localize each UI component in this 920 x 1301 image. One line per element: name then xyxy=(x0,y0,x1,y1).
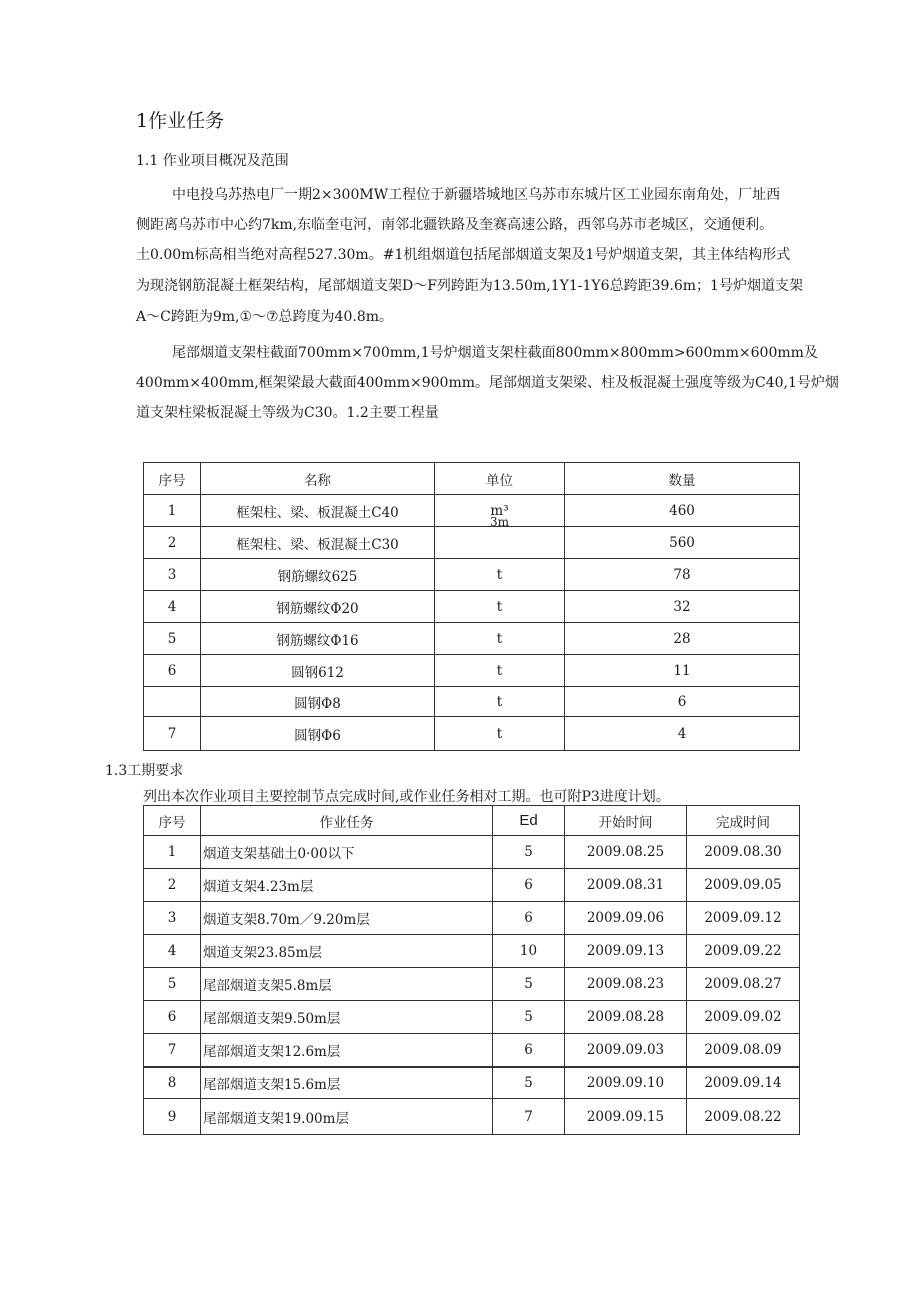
column-header: 序号 xyxy=(144,806,201,836)
item-unit xyxy=(435,527,565,559)
item-unit: t xyxy=(435,717,565,751)
table-row xyxy=(144,559,800,591)
end-date: 2009.09.05 xyxy=(687,869,800,902)
item-quantity: 32 xyxy=(565,591,800,623)
end-date: 2009.09.22 xyxy=(687,935,800,968)
item-quantity: 11 xyxy=(565,655,800,687)
start-date: 2009.09.06 xyxy=(565,902,687,935)
column-header: 单位 xyxy=(435,463,565,495)
item-quantity: 6 xyxy=(565,687,800,717)
table-header-row xyxy=(144,806,800,836)
start-date: 2009.08.23 xyxy=(565,968,687,1001)
task-duration: 6 xyxy=(493,869,565,902)
row-number: 5 xyxy=(144,623,201,655)
item-name: 钢筋螺纹Φ16 xyxy=(201,623,435,655)
task-duration: 5 xyxy=(493,1067,565,1099)
item-unit: t xyxy=(435,559,565,591)
row-number: 9 xyxy=(144,1099,201,1135)
schedule-note: 列出本次作业项目主要控制节点完成时间,或作业任务相对工期。也可附P3进度计划。 xyxy=(143,789,670,805)
schedule-table xyxy=(143,805,800,1135)
item-name: 钢筋螺纹Φ20 xyxy=(201,591,435,623)
table-header-row xyxy=(144,463,800,495)
item-quantity: 28 xyxy=(565,623,800,655)
table-row xyxy=(144,717,800,751)
column-header: 完成时间 xyxy=(687,806,800,836)
table-row xyxy=(144,655,800,687)
task-name: 烟道支架基础土0·00以下 xyxy=(201,836,493,869)
task-name: 尾部烟道支架5.8m层 xyxy=(201,968,493,1001)
column-header: 序号 xyxy=(144,463,201,495)
paragraph-line: 土0.00m标高相当绝对高程527.30m。#1机组烟道包括尾部烟道支架及1号炉烟道支架，其主体结构形式 xyxy=(136,247,791,263)
item-unit: t xyxy=(435,591,565,623)
table-row xyxy=(144,869,800,902)
item-unit: t xyxy=(435,687,565,717)
unit-text: m³ xyxy=(490,502,509,519)
item-name: 圆钢Φ8 xyxy=(201,687,435,717)
end-date: 2009.09.02 xyxy=(687,1001,800,1034)
start-date: 2009.08.25 xyxy=(565,836,687,869)
paragraph-line: 中电投乌苏热电厂一期2×300MW工程位于新疆塔城地区乌苏市东城片区工业园东南角处，厂址西 xyxy=(172,187,781,203)
table-row xyxy=(144,902,800,935)
column-header: Ed xyxy=(493,806,565,836)
row-number: 6 xyxy=(144,1001,201,1034)
table-row xyxy=(144,968,800,1001)
table-row xyxy=(144,1034,800,1067)
task-name: 烟道支架8.70m／9.20m层 xyxy=(201,902,493,935)
column-header: 开始时间 xyxy=(565,806,687,836)
table-row xyxy=(144,935,800,968)
table-row xyxy=(144,495,800,527)
start-date: 2009.08.31 xyxy=(565,869,687,902)
start-date: 2009.08.28 xyxy=(565,1001,687,1034)
row-number: 1 xyxy=(144,495,201,527)
end-date: 2009.08.22 xyxy=(687,1099,800,1135)
table-row xyxy=(144,1099,800,1135)
row-number: 8 xyxy=(144,1067,201,1099)
table-row xyxy=(144,836,800,869)
task-name: 尾部烟道支架9.50m层 xyxy=(201,1001,493,1034)
row-number: 4 xyxy=(144,935,201,968)
item-unit: t xyxy=(435,655,565,687)
start-date: 2009.09.13 xyxy=(565,935,687,968)
paragraph-line: 侧距离乌苏市中心约7km,东临奎屯河，南邻北疆铁路及奎赛高速公路，西邻乌苏市老城区，交通便利。 xyxy=(136,217,774,233)
item-quantity: 460 xyxy=(565,495,800,527)
paragraph-line: 为现浇钢筋混凝土框架结构，尾部烟道支架D～F列跨距为13.50m,1Y1-1Y6总跨距39.6m；1号炉烟道支架 xyxy=(136,278,803,294)
end-date: 2009.09.14 xyxy=(687,1067,800,1099)
row-number xyxy=(144,687,201,717)
column-header: 名称 xyxy=(201,463,435,495)
item-quantity: 560 xyxy=(565,527,800,559)
column-header: 数量 xyxy=(565,463,800,495)
end-date: 2009.08.30 xyxy=(687,836,800,869)
paragraph-line: A～C跨距为9m,①～⑦总跨度为40.8m。 xyxy=(136,309,394,325)
section-heading: 1作业任务 xyxy=(136,110,225,132)
item-name: 框架柱、梁、板混凝土C30 xyxy=(201,527,435,559)
task-duration: 7 xyxy=(493,1099,565,1135)
end-date: 2009.09.12 xyxy=(687,902,800,935)
row-number: 6 xyxy=(144,655,201,687)
end-date: 2009.08.27 xyxy=(687,968,800,1001)
task-duration: 6 xyxy=(493,1034,565,1067)
table-row xyxy=(144,623,800,655)
item-name: 钢筋螺纹625 xyxy=(201,559,435,591)
table-row xyxy=(144,527,800,559)
row-number: 1 xyxy=(144,836,201,869)
task-duration: 5 xyxy=(493,968,565,1001)
item-name: 圆钢Φ6 xyxy=(201,717,435,751)
end-date: 2009.08.09 xyxy=(687,1034,800,1067)
task-duration: 5 xyxy=(493,1001,565,1034)
start-date: 2009.09.15 xyxy=(565,1099,687,1135)
paragraph-line: 400mm×400mm,框架梁最大截面400mm×900mm。尾部烟道支架梁、柱及板混凝土强度等级为C40,1号炉烟 xyxy=(136,375,839,391)
row-number: 2 xyxy=(144,527,201,559)
row-number: 3 xyxy=(144,559,201,591)
item-name: 框架柱、梁、板混凝土C40 xyxy=(201,495,435,527)
task-name: 尾部烟道支架19.00m层 xyxy=(201,1099,493,1135)
item-quantity: 78 xyxy=(565,559,800,591)
task-name: 尾部烟道支架15.6m层 xyxy=(201,1067,493,1099)
row-number: 2 xyxy=(144,869,201,902)
row-number: 5 xyxy=(144,968,201,1001)
task-duration: 5 xyxy=(493,836,565,869)
start-date: 2009.09.03 xyxy=(565,1034,687,1067)
column-header: 作业任务 xyxy=(201,806,493,836)
item-quantity: 4 xyxy=(565,717,800,751)
table-row xyxy=(144,591,800,623)
start-date: 2009.09.10 xyxy=(565,1067,687,1099)
subsection-heading: 1.1 作业项目概况及范围 xyxy=(136,153,289,169)
task-name: 烟道支架23.85m层 xyxy=(201,935,493,968)
table-row xyxy=(144,687,800,717)
unit-overflow: 3m xyxy=(489,515,509,527)
paragraph-line: 道支架柱梁板混凝土等级为C30。1.2主要工程量 xyxy=(136,405,439,421)
item-name: 圆钢612 xyxy=(201,655,435,687)
task-name: 烟道支架4.23m层 xyxy=(201,869,493,902)
paragraph-line: 尾部烟道支架柱截面700mm×700mm,1号炉烟道支架柱截面800mm×800mm>600mm×600mm及 xyxy=(172,345,818,361)
task-name: 尾部烟道支架12.6m层 xyxy=(201,1034,493,1067)
table-row xyxy=(144,1067,800,1099)
task-duration: 10 xyxy=(493,935,565,968)
row-number: 4 xyxy=(144,591,201,623)
row-number: 3 xyxy=(144,902,201,935)
task-duration: 6 xyxy=(493,902,565,935)
quantities-table xyxy=(143,462,800,751)
table-row xyxy=(144,1001,800,1034)
row-number: 7 xyxy=(144,717,201,751)
subsection-heading: 1.3工期要求 xyxy=(105,763,184,779)
row-number: 7 xyxy=(144,1034,201,1067)
item-unit xyxy=(435,495,565,527)
item-unit: t xyxy=(435,623,565,655)
